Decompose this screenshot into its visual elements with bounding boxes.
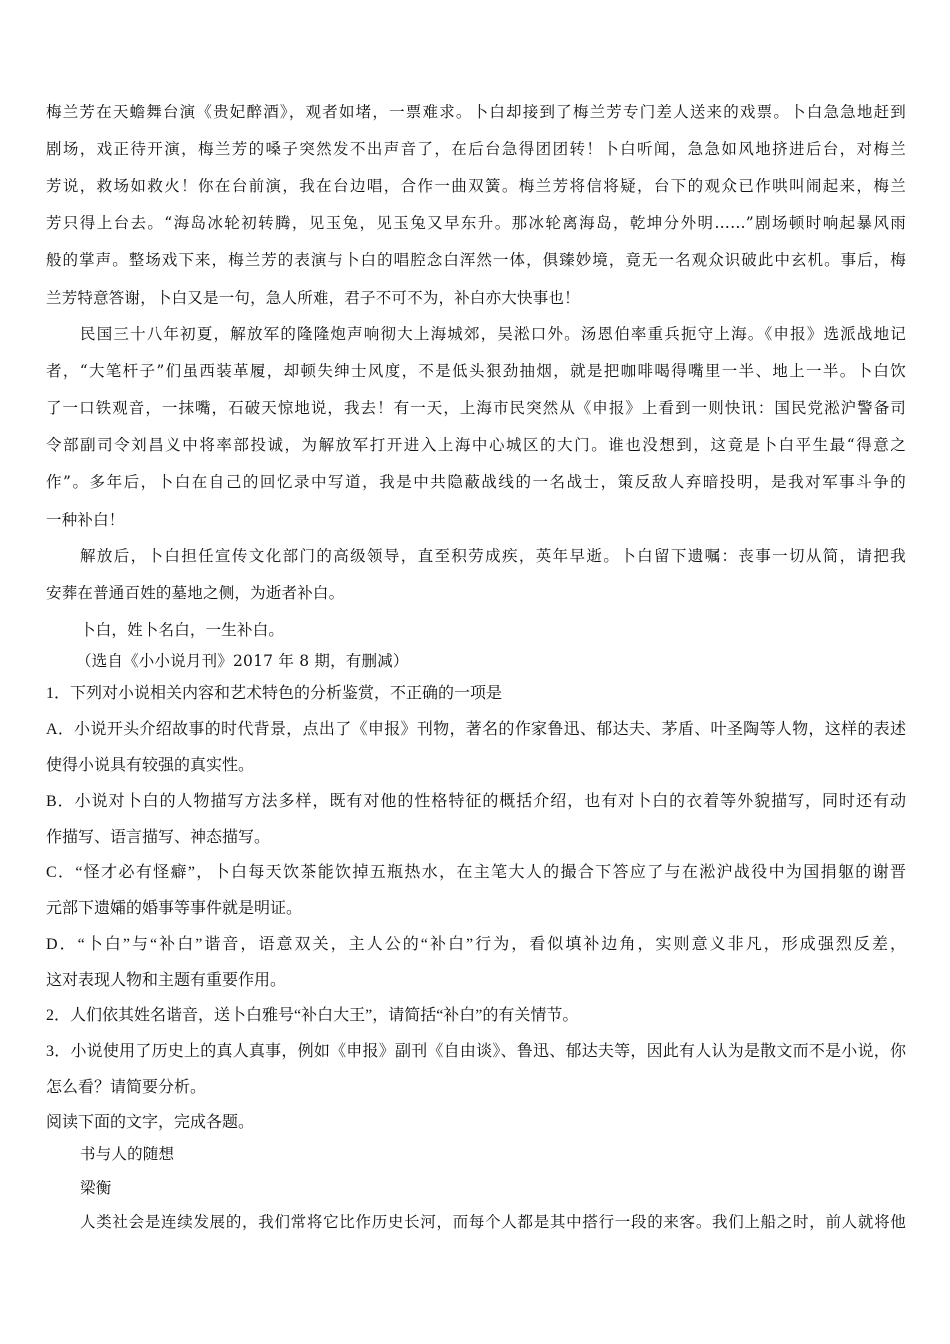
question-3-cont: 怎么看？请简要分析。 <box>46 1079 207 1096</box>
story-line: 般的掌声。整场戏下来，梅兰芳的表演与卜白的唱腔念白浑然一体，俱臻妙境，竟无一名观众识破此中玄机。事后，梅 <box>46 251 906 269</box>
source-note: （选自《小小说月刊》2017 年 8 期，有删减） <box>76 652 409 670</box>
story-line: 民国三十八年初夏，解放军的隆隆炮声响彻大上海城郊，吴淞口外。汤恩伯率重兵扼守上海。《申报》选派战地记 <box>80 325 906 343</box>
option-a-cont: 使得小说具有较强的真实性。 <box>46 757 255 774</box>
story-line: 梅兰芳在天蟾舞台演《贵妃醉酒》，观者如堵，一票难求。卜白却接到了梅兰芳专门差人送来的戏票。卜白急急地赶到 <box>46 103 906 121</box>
story-line: 者，“大笔杆子”们虽西装革履，却顿失绅士风度，不是低头狠劲抽烟，就是把咖啡喝得嘴里一半、地上一半。卜白饮 <box>46 362 906 380</box>
option-b: B．小说对卜白的人物描写方法多样，既有对他的性格特征的概括介绍，也有对卜白的衣着等外貌描写，同时还有动 <box>46 793 906 810</box>
story-line: 解放后，卜白担任宣传文化部门的高级领导，直至积劳成疾，英年早逝。卜白留下遗嘱：丧事一切从简，请把我 <box>80 547 906 565</box>
essay-first-line: 人类社会是连续发展的，我们常将它比作历史长河，而每个人都是其中搭行一段的来客。我们上船之时，前人就将他 <box>80 1213 906 1231</box>
story-line: 剧场，戏正待开演，梅兰芳的嗓子突然发不出声音了，在后台急得团团转！卜白听闻，急急如风地挤进后台，对梅兰 <box>46 140 906 158</box>
story-line: 安葬在普通百姓的墓地之侧，为逝者补白。 <box>46 584 345 602</box>
story-line: 令部副司令刘昌义中将率部投诚，为解放军打开进入上海中心城区的大门。谁也没想到，这竟是卜白平生最“得意之 <box>46 436 906 454</box>
essay-author: 梁衡 <box>80 1179 112 1197</box>
option-b-cont: 作描写、语言描写、神态描写。 <box>46 829 271 846</box>
option-c-cont: 元部下遗孀的婚事等事件就是明证。 <box>46 900 303 917</box>
question-2: 2．人们依其姓名谐音，送卜白雅号“补白大王”，请简括“补白”的有关情节。 <box>46 1007 579 1024</box>
option-d-cont: 这对表现人物和主题有重要作用。 <box>46 972 287 989</box>
story-line: 一种补白！ <box>46 511 125 529</box>
story-line: 芳只得上台去。“海岛冰轮初转腾，见玉兔，见玉兔又早东升。那冰轮离海岛，乾坤分外明……”剧场顿时响起暴风雨 <box>46 214 906 232</box>
story-line: 卜白，姓卜名白，一生补白。 <box>80 621 285 639</box>
question-3: 3．小说使用了历史上的真人真事，例如《申报》副刊《自由谈》、鲁迅、郁达夫等，因此有人认为是散文而不是小说，你 <box>46 1043 906 1060</box>
story-line: 作”。多年后，卜白在自己的回忆录中写道，我是中共隐蔽战线的一名战士，策反敌人弃暗投明，是我对军事斗争的 <box>46 473 906 491</box>
story-line: 了一口铁观音，一抹嘴，石破天惊地说，我去！有一天，上海市民突然从《申报》上看到一则快讯：国民党淞沪警备司 <box>46 399 906 417</box>
option-d: D．“卜白”与“补白”谐音，语意双关，主人公的“补白”行为，看似填补边角，实则意义非凡，形成强烈反差， <box>46 936 906 953</box>
option-c: C．“怪才必有怪癖”，卜白每天饮茶能饮掉五瓶热水，在主笔大人的撮合下答应了与在淞沪战役中为国捐躯的谢晋 <box>46 864 906 881</box>
question-1: 1．下列对小说相关内容和艺术特色的分析鉴赏，不正确的一项是 <box>46 685 503 702</box>
story-line: 兰芳特意答谢，卜白又是一句，急人所难，君子不可不为，补白亦大快事也！ <box>46 289 580 307</box>
story-line: 芳说，救场如救火！你在台前演，我在台边唱，合作一曲双簧。梅兰芳将信将疑，台下的观众已作哄叫闹起来，梅兰 <box>46 177 906 195</box>
option-a: A．小说开头介绍故事的时代背景，点出了《申报》刊物，著名的作家鲁迅、郁达夫、茅盾、叶圣陶等人物，这样的表述 <box>46 721 906 738</box>
reading-instruction: 阅读下面的文字，完成各题。 <box>46 1114 255 1131</box>
essay-title: 书与人的随想 <box>80 1145 175 1163</box>
